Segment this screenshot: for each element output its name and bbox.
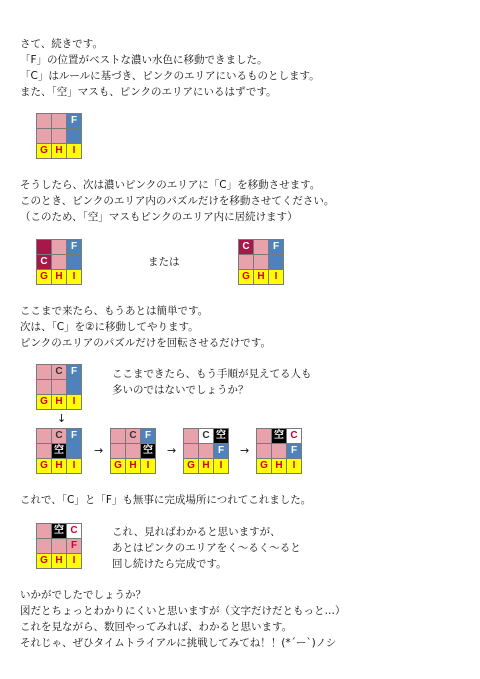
grid-cell: F <box>67 114 82 129</box>
grid-cell: H <box>52 144 67 159</box>
grid-cell: I <box>67 395 82 410</box>
grid-cell: H <box>199 459 214 474</box>
grid-cell: G <box>184 459 199 474</box>
grid-cell <box>52 129 67 144</box>
grid-cell: H <box>52 554 67 569</box>
grid-cell: C <box>37 255 52 270</box>
grid-cell <box>257 444 272 459</box>
grid-cell <box>67 129 82 144</box>
grid-cell <box>37 240 52 255</box>
grid-cell <box>37 524 52 539</box>
closing-paragraph: いかがでしたでしょうか？ 図だとちょっとわかりにくいと思いますが（文字だけだともっと…） これを見ながら、数回やってみれば、わかると思います。 それじゃ、ぜひタイムトライアルに挑戦してみてね！！(*´ー`)ノシ <box>20 589 346 649</box>
down-arrow-icon: ↓ <box>57 412 67 425</box>
grid-cell: I <box>67 554 82 569</box>
step-c-paragraph: そうしたら、次は濃いピンクのエリアに「C」を移動させます。 このとき、ピンクのエリア内のパズルだけを移動させてください。 （このため、「空」マスもピンクのエリア内に居続けます） <box>20 179 335 223</box>
grid-cell: 空 <box>141 444 156 459</box>
puzzle-grid <box>183 428 229 474</box>
grid-cell <box>37 365 52 380</box>
grid-cell <box>272 444 287 459</box>
grid-cell <box>67 444 82 459</box>
grid-cell: 空 <box>52 444 67 459</box>
grid-cell: H <box>272 459 287 474</box>
intro-paragraph: さて、続きです。 「F」の位置がベストな濃い水色に移動できました。 「C」はルールに基づき、ピンクのエリアにいるものとします。 また、「空」マスも、ピンクのエリアにいるはずです。 <box>20 38 320 98</box>
puzzle-grid <box>238 239 284 285</box>
grid-cell: F <box>67 240 82 255</box>
grid-cell <box>184 429 199 444</box>
grid-cell: H <box>126 459 141 474</box>
grid-cell: I <box>67 270 82 285</box>
note-paragraph: ここまできたら、もう手順が見えてる人も 多いのではないでしょうか？ <box>112 368 312 396</box>
grid-cell: 空 <box>214 429 229 444</box>
grid-cell <box>52 255 67 270</box>
grid-cell <box>199 444 214 459</box>
grid-cell: C <box>52 429 67 444</box>
grid-cell: F <box>287 444 302 459</box>
grid-cell: G <box>37 395 52 410</box>
grid-cell <box>52 114 67 129</box>
grid-cell: G <box>37 554 52 569</box>
grid-cell: C <box>52 365 67 380</box>
grid-cell: I <box>67 459 82 474</box>
grid-cell: F <box>67 539 82 554</box>
grid-cell <box>37 444 52 459</box>
grid-cell: I <box>214 459 229 474</box>
grid-cell: I <box>287 459 302 474</box>
puzzle-grid <box>36 523 82 569</box>
grid-cell: H <box>52 395 67 410</box>
puzzle-grid <box>256 428 302 474</box>
grid-cell: H <box>52 459 67 474</box>
grid-cell <box>239 255 254 270</box>
grid-cell <box>254 240 269 255</box>
grid-cell <box>37 539 52 554</box>
grid-cell: I <box>269 270 284 285</box>
grid-cell: 空 <box>272 429 287 444</box>
grid-cell: C <box>67 524 82 539</box>
grid-cell: F <box>67 365 82 380</box>
grid-cell <box>37 114 52 129</box>
grid-cell <box>37 429 52 444</box>
puzzle-grid <box>36 239 82 285</box>
grid-cell: G <box>239 270 254 285</box>
puzzle-grid <box>36 428 82 474</box>
rotate-paragraph: ここまで来たら、もうあとは簡単です。 次は、「C」を②に移動してやります。 ピンクのエリアのパズルだけを回転させるだけです。 <box>20 305 271 349</box>
grid-cell <box>37 129 52 144</box>
grid-cell <box>52 380 67 395</box>
grid-cell <box>269 255 284 270</box>
grid-cell <box>254 255 269 270</box>
grid-cell <box>111 444 126 459</box>
grid-cell: G <box>257 459 272 474</box>
grid-cell: H <box>254 270 269 285</box>
grid-cell: C <box>199 429 214 444</box>
grid-cell: C <box>126 429 141 444</box>
grid-cell: G <box>37 144 52 159</box>
grid-cell: C <box>239 240 254 255</box>
or-label: または <box>148 256 180 268</box>
grid-cell: I <box>141 459 156 474</box>
grid-cell: F <box>214 444 229 459</box>
right-arrow-icon: → <box>167 444 177 457</box>
grid-cell <box>52 240 67 255</box>
grid-cell <box>37 380 52 395</box>
grid-cell <box>111 429 126 444</box>
right-arrow-icon: → <box>240 444 250 457</box>
grid-cell: F <box>269 240 284 255</box>
grid-cell: C <box>287 429 302 444</box>
grid-cell: H <box>52 270 67 285</box>
grid-cell <box>52 539 67 554</box>
grid-cell <box>67 380 82 395</box>
grid-cell: 空 <box>52 524 67 539</box>
grid-cell: G <box>37 270 52 285</box>
grid-cell <box>184 444 199 459</box>
grid-cell: F <box>67 429 82 444</box>
grid-cell <box>126 444 141 459</box>
grid-cell <box>67 255 82 270</box>
puzzle-grid <box>36 364 82 410</box>
grid-cell: G <box>111 459 126 474</box>
grid-cell: G <box>37 459 52 474</box>
right-arrow-icon: → <box>94 444 104 457</box>
grid-cell: I <box>67 144 82 159</box>
grid-cell: F <box>141 429 156 444</box>
grid-cell <box>257 429 272 444</box>
puzzle-grid <box>110 428 156 474</box>
finish-note-paragraph: これ、見ればわかると思いますが、 あとはピンクのエリアをく～るく～ると 回し続けたら完成です。 <box>112 526 301 570</box>
puzzle-grid <box>36 113 82 159</box>
result-paragraph: これで、「C」と「F」も無事に完成場所につれてこれました。 <box>20 494 312 506</box>
